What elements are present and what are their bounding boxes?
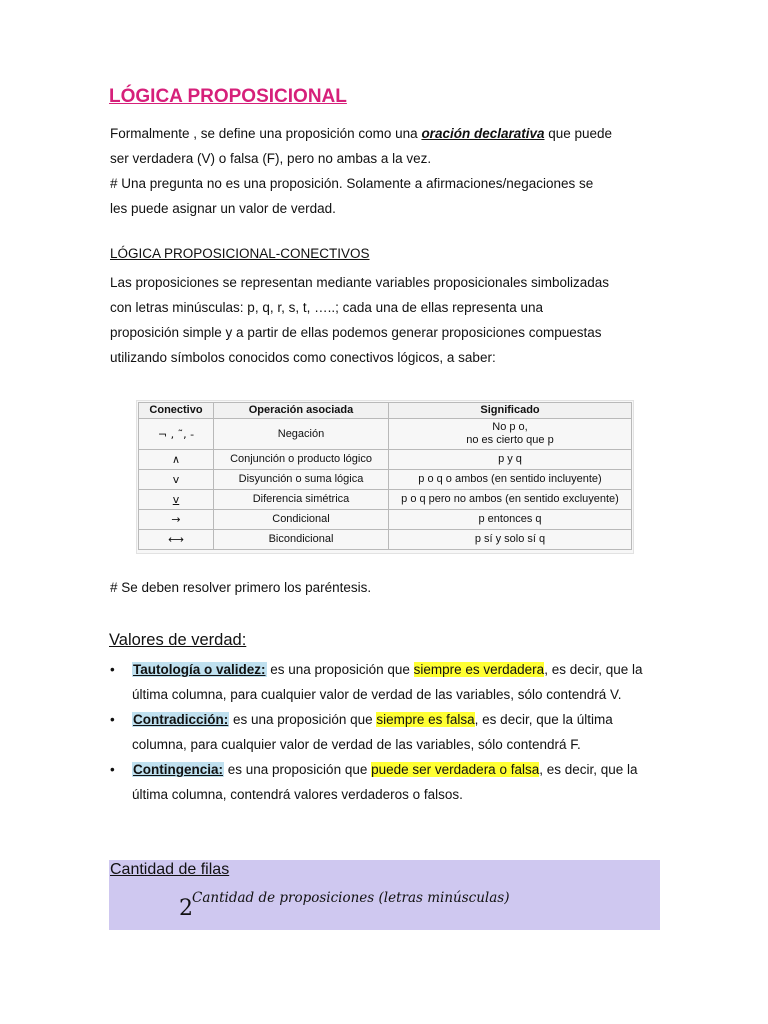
column-header: Significado — [389, 403, 632, 419]
operation-cell: Conjunción o producto lógico — [214, 450, 389, 470]
item-text: es una proposición que — [266, 662, 414, 677]
paragraph-line: Las proposiciones se representan mediante variables proposicionales simbolizadas — [110, 275, 610, 290]
intro-line-2: ser verdadera (V) o falsa (F), pero no ambas a la vez. — [110, 151, 432, 166]
term-label: Contingencia: — [133, 762, 223, 777]
highlighted-text: siempre es falsa — [376, 712, 475, 727]
page-title: LÓGICA PROPOSICIONAL — [109, 86, 347, 107]
column-header: Conectivo — [139, 403, 214, 419]
term-label: Contradicción: — [133, 712, 229, 727]
intro-line-1 — [110, 121, 670, 146]
operation-cell: Condicional — [214, 510, 389, 530]
row-count-label: Cantidad de filas — [110, 861, 230, 878]
operation-cell: Negación — [214, 419, 389, 450]
table-row — [139, 470, 632, 490]
truth-values-heading: Valores de verdad: — [109, 631, 247, 649]
bullet-icon: • — [110, 762, 115, 777]
term-label: Tautología o validez: — [133, 662, 266, 677]
bullet-icon: • — [110, 712, 115, 727]
item-text: , es decir, que la última columna, para cualquier valor de verdad de las variables, sólo contendrá V. — [132, 662, 643, 702]
meaning-line: No p o, — [492, 421, 528, 433]
table-header-row — [139, 403, 632, 419]
column-header: Operación asociada — [214, 403, 389, 419]
emphasized-term: oración declarativa — [421, 126, 545, 141]
paragraph-line: utilizando símbolos conocidos como conectivos lógicos, a saber: — [110, 350, 496, 365]
bullet-icon: • — [110, 662, 115, 677]
table-row — [139, 490, 632, 510]
item-text: es una proposición que — [224, 762, 372, 777]
connective-symbol: ∧ — [139, 450, 214, 470]
item-text: es una proposición que — [229, 712, 377, 727]
connective-symbol: ⟷ — [139, 530, 214, 550]
meaning-cell: p sí y solo sí q — [389, 530, 632, 550]
truth-values-list — [110, 657, 670, 807]
list-item — [110, 707, 670, 757]
intro-text: que puede — [544, 126, 613, 141]
intro-paragraph — [110, 121, 670, 221]
formula-base: 2 — [179, 896, 193, 921]
table-row — [139, 450, 632, 470]
conectivos-paragraph — [110, 270, 670, 370]
intro-line-3: # Una pregunta no es una proposición. Solamente a afirmaciones/negaciones se — [110, 176, 594, 191]
intro-line-4: les puede asignar un valor de verdad. — [110, 201, 336, 216]
paragraph-line: con letras minúsculas: p, q, r, s, t, …..; cada una de ellas representa una — [110, 300, 543, 315]
formula-exponent: Cantidad de proposiciones (letras minúsculas) — [192, 890, 510, 906]
operation-cell: Diferencia simétrica — [214, 490, 389, 510]
connectives-table-image — [136, 400, 634, 554]
connective-symbol: → — [139, 510, 214, 530]
connective-symbol: v — [139, 470, 214, 490]
meaning-cell: p o q o ambos (en sentido incluyente) — [389, 470, 632, 490]
row-count-box — [109, 860, 660, 930]
meaning-cell: p y q — [389, 450, 632, 470]
item-text: , es decir, que la última columna, para cualquier valor de verdad de las variables, sólo contendrá F. — [132, 712, 613, 752]
operation-cell: Disyunción o suma lógica — [214, 470, 389, 490]
paragraph-line: proposición simple y a partir de ellas podemos generar proposiciones compuestas — [110, 325, 602, 340]
item-text: , es decir, que la última columna, contendrá valores verdaderos o falsos. — [132, 762, 638, 802]
list-item — [110, 757, 670, 807]
highlighted-text: siempre es verdadera — [413, 662, 545, 677]
table-row — [139, 530, 632, 550]
meaning-line: no es cierto que p — [466, 434, 554, 446]
meaning-cell: p entonces q — [389, 510, 632, 530]
highlighted-text: puede ser verdadera o falsa — [371, 762, 540, 777]
table-row — [139, 419, 632, 450]
parentheses-note: # Se deben resolver primero los paréntesis. — [110, 580, 372, 595]
meaning-cell — [389, 419, 632, 450]
meaning-cell: p o q pero no ambos (en sentido excluyente) — [389, 490, 632, 510]
list-item — [110, 657, 670, 707]
row-count-formula — [179, 860, 660, 930]
connectives-table — [138, 402, 632, 550]
table-row — [139, 510, 632, 530]
connective-symbol: v — [139, 490, 214, 510]
connective-symbol: ¬ , ˜, - — [139, 419, 214, 450]
section-subtitle: LÓGICA PROPOSICIONAL-CONECTIVOS — [110, 246, 370, 261]
intro-text: Formalmente , se define una proposición como una — [110, 126, 422, 141]
operation-cell: Bicondicional — [214, 530, 389, 550]
